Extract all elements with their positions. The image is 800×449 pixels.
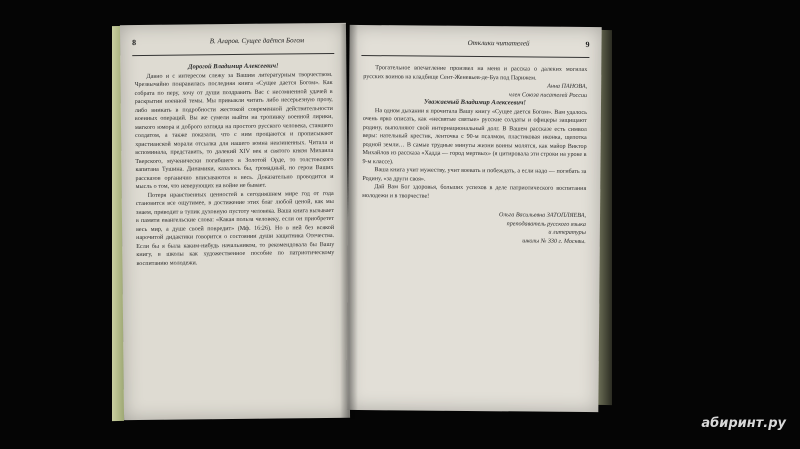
right-paragraph: Ваша книга учит мужеству, учит воевать и побеждать, а если надо — погибать за Родину, «за други своя». <box>362 167 587 183</box>
signature-name: Анна ПАНОВА, <box>547 83 588 90</box>
signature-role: преподаватель русского языка <box>506 220 586 228</box>
right-page-body <box>348 56 602 246</box>
right-paragraph: На одном дыхании я прочитала Вашу книгу «Сущее дается Богом». Вам удалось очень ярко описать, как «несвятые святые» русские солдаты и офицеры защищают родину, выполняют свой интернациональный долг. В Вашем рассказе есть символ веры: нательный крестик, ленточка с 90-м псалмом, пластиковая иконка, щепотка родной земли… В самые трудные минуты жизни воины молятся, как майор Виктор Михайлов из рассказа «Хадда — город мертвых» (я цитировала эти строки на уроке в 9-м классе). <box>362 107 587 165</box>
right-page-number: 9 <box>585 39 590 50</box>
watermark: абиринт.ру <box>701 416 786 431</box>
right-page-header <box>361 35 589 58</box>
book-gutter-shadow <box>340 24 358 419</box>
left-running-head: В. Агаров. Сущее даётся Богом <box>209 36 305 46</box>
right-running-head: Отклики читателей <box>467 38 530 48</box>
right-salutation: Уважаемый Владимир Алексеевич! <box>423 98 527 107</box>
right-paragraph: Дай Вам Бог здоровья, больших успехов в деле патриотического воспитания молодежи и в творчестве! <box>362 184 587 200</box>
left-salutation: Дорогой Владимир Алексеевич! <box>188 62 279 71</box>
left-page <box>120 23 350 420</box>
left-page-number: 8 <box>132 38 137 48</box>
left-paragraph: Потеря нравственных ценностей в сегодняшнем мире год от года становится все ощутимее, в достижение этих благ любой ценой, как мы знаем, приводит в тупик духовную пустоту человека. Ваша книга вызывает в памяти евангельские слова: «Какая польза человеку, если он приобретет весь мир, а душе своей повредит» (Мф. 16:26). Но в ней без всякой нарочитой дидактики говорится о состоянии души защитника Отечества. Если бы я была каким-нибудь начальником, то рекомендовала бы Вашу книгу, в школы как художественное пособие по патриотическому воспитанию молодежи. <box>135 190 335 267</box>
right-intro: Трогательное впечатление произвел на меня и рассказ о далеких могилах русских воинов на кладбище Сент-Женевьев-де-Буа под Парижем. <box>363 65 588 82</box>
signature-name: Ольга Васильевна ЗАТОПЛЯЕВА, <box>499 212 587 219</box>
right-page <box>346 25 601 412</box>
signature-role: и литературы <box>548 229 586 236</box>
left-page-body <box>120 54 348 268</box>
signature-role: школы № 330 г. Москвы. <box>522 237 586 245</box>
signature-role: член Союза писателей России <box>508 91 588 99</box>
left-page-header <box>132 33 334 56</box>
left-paragraph: Давно и с интересом слежу за Вашим литературным творчеством. Чрезвычайно понравилась последняя книга «Сущее дается Богом». Как собрата по перу, хочу от души поздравить Вас с несомненной удачей в раскрытии военной темы. Мы привыкли читать либо несерьезную прозу, либо вникать в подробности жестокой современной действительности военных операций. Вы же сумели выйти на тропинку военной лирики, мягкого юмора и доброго взгляда на простого русского человека, ставшего солдатом, а также показали, что с ним прощаются и прописывают христианской морали отсылка для нашего воина невзиненных. Читала и вспоминала, представить, то далекий XIV век и святого князя Михаила Тверского, мученически погибшего в Золотой Орде, то толстовского капитана Тушина. Динамики, казалось бы, громадный, но герои Ваших рассказов органично вписываются в весь. Доказательно проводится и мысль о том, что неверующих на войне не бывает. <box>134 71 334 191</box>
